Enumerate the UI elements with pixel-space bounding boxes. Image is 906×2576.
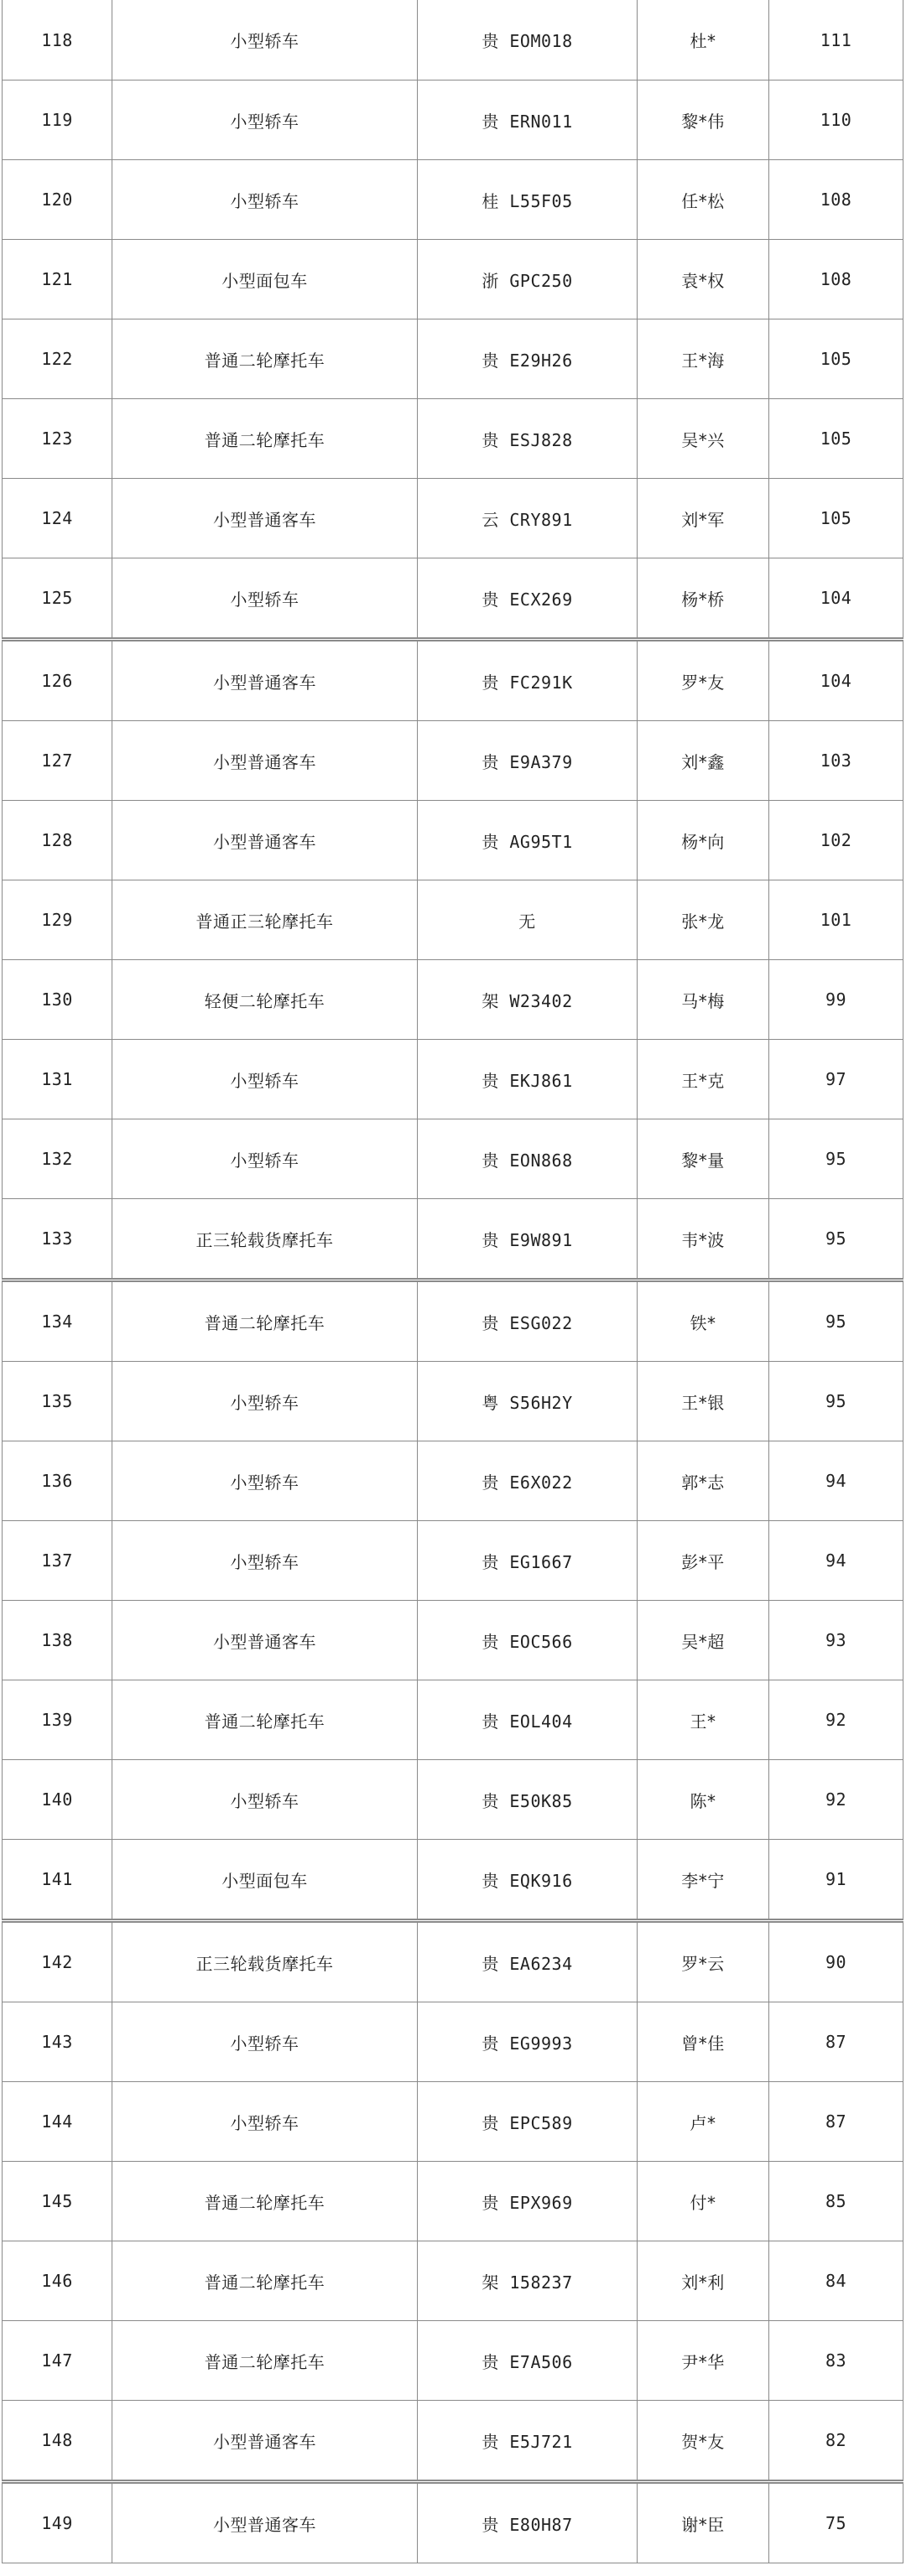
vehicle-type-cell: 小型轿车: [112, 1040, 418, 1119]
plate-number-cell: 架 158237: [418, 2241, 638, 2321]
owner-name-cell: 卢*: [638, 2082, 769, 2162]
plate-number-cell: 贵 E6X022: [418, 1441, 638, 1521]
plate-number-cell: 贵 E29H26: [418, 319, 638, 399]
score-cell: 90: [769, 1921, 903, 2002]
table-row: [3, 80, 903, 160]
table-row: [3, 399, 903, 479]
row-number-cell: 129: [3, 880, 112, 960]
plate-number-cell: 贵 EA6234: [418, 1921, 638, 2002]
score-cell: 94: [769, 1521, 903, 1601]
table-row: [3, 1921, 903, 2002]
row-number-cell: 124: [3, 479, 112, 558]
row-number-cell: 138: [3, 1601, 112, 1680]
row-number-cell: 149: [3, 2482, 112, 2563]
vehicle-type-cell: 小型普通客车: [112, 2482, 418, 2563]
row-number-cell: 132: [3, 1119, 112, 1199]
table-row: [3, 2482, 903, 2563]
row-number-cell: 147: [3, 2321, 112, 2401]
score-cell: 101: [769, 880, 903, 960]
score-cell: 95: [769, 1280, 903, 1362]
owner-name-cell: 黎*量: [638, 1119, 769, 1199]
owner-name-cell: 张*龙: [638, 880, 769, 960]
vehicle-type-cell: 小型普通客车: [112, 2401, 418, 2482]
score-cell: 87: [769, 2082, 903, 2162]
table-row: [3, 1680, 903, 1760]
owner-name-cell: 刘*利: [638, 2241, 769, 2321]
score-cell: 91: [769, 1840, 903, 1921]
owner-name-cell: 黎*伟: [638, 80, 769, 160]
plate-number-cell: 贵 E50K85: [418, 1760, 638, 1840]
table-row: [3, 1280, 903, 1362]
vehicle-type-cell: 小型轿车: [112, 1362, 418, 1441]
score-cell: 94: [769, 1441, 903, 1521]
table-row: [3, 1040, 903, 1119]
vehicle-type-cell: 小型轿车: [112, 1521, 418, 1601]
row-number-cell: 133: [3, 1199, 112, 1280]
score-cell: 104: [769, 640, 903, 721]
owner-name-cell: 尹*华: [638, 2321, 769, 2401]
score-cell: 97: [769, 1040, 903, 1119]
owner-name-cell: 任*松: [638, 160, 769, 240]
row-number-cell: 130: [3, 960, 112, 1040]
plate-number-cell: 贵 E9A379: [418, 721, 638, 801]
score-cell: 110: [769, 80, 903, 160]
table-row: [3, 2321, 903, 2401]
plate-number-cell: 架 W23402: [418, 960, 638, 1040]
vehicle-type-cell: 小型普通客车: [112, 640, 418, 721]
owner-name-cell: 王*银: [638, 1362, 769, 1441]
table-row: [3, 0, 903, 80]
vehicle-type-cell: 小型普通客车: [112, 1601, 418, 1680]
vehicle-type-cell: 小型轿车: [112, 80, 418, 160]
table-row: [3, 640, 903, 721]
table-row: [3, 2241, 903, 2321]
score-cell: 105: [769, 319, 903, 399]
row-number-cell: 134: [3, 1280, 112, 1362]
row-number-cell: 123: [3, 399, 112, 479]
score-cell: 99: [769, 960, 903, 1040]
plate-number-cell: 贵 EQK916: [418, 1840, 638, 1921]
vehicle-type-cell: 普通正三轮摩托车: [112, 880, 418, 960]
plate-number-cell: 贵 EOL404: [418, 1680, 638, 1760]
table-row: [3, 240, 903, 319]
owner-name-cell: 王*: [638, 1680, 769, 1760]
score-cell: 103: [769, 721, 903, 801]
owner-name-cell: 彭*平: [638, 1521, 769, 1601]
table-row: [3, 1441, 903, 1521]
plate-number-cell: 贵 FC291K: [418, 640, 638, 721]
plate-number-cell: 粤 S56H2Y: [418, 1362, 638, 1441]
score-cell: 93: [769, 1601, 903, 1680]
owner-name-cell: 王*海: [638, 319, 769, 399]
plate-number-cell: 贵 ESG022: [418, 1280, 638, 1362]
table-row: [3, 2401, 903, 2482]
vehicle-type-cell: 小型轿车: [112, 2002, 418, 2082]
vehicle-type-cell: 普通二轮摩托车: [112, 1680, 418, 1760]
plate-number-cell: 贵 E9W891: [418, 1199, 638, 1280]
table-row: [3, 479, 903, 558]
table-row: [3, 1840, 903, 1921]
plate-number-cell: 云 CRY891: [418, 479, 638, 558]
table-row: [3, 880, 903, 960]
owner-name-cell: 曾*佳: [638, 2002, 769, 2082]
plate-number-cell: 贵 E7A506: [418, 2321, 638, 2401]
plate-number-cell: 贵 EON868: [418, 1119, 638, 1199]
plate-number-cell: 贵 EG9993: [418, 2002, 638, 2082]
plate-number-cell: 贵 EOM018: [418, 0, 638, 80]
plate-number-cell: 贵 EOC566: [418, 1601, 638, 1680]
row-number-cell: 148: [3, 2401, 112, 2482]
vehicle-type-cell: 正三轮载货摩托车: [112, 1921, 418, 2002]
score-cell: 95: [769, 1119, 903, 1199]
plate-number-cell: 桂 L55F05: [418, 160, 638, 240]
vehicle-type-cell: 普通二轮摩托车: [112, 399, 418, 479]
vehicle-type-cell: 小型轿车: [112, 1760, 418, 1840]
row-number-cell: 126: [3, 640, 112, 721]
score-cell: 108: [769, 160, 903, 240]
row-number-cell: 141: [3, 1840, 112, 1921]
owner-name-cell: 杜*: [638, 0, 769, 80]
owner-name-cell: 刘*军: [638, 479, 769, 558]
table-row: [3, 1521, 903, 1601]
owner-name-cell: 罗*云: [638, 1921, 769, 2002]
owner-name-cell: 铁*: [638, 1280, 769, 1362]
plate-number-cell: 贵 ESJ828: [418, 399, 638, 479]
row-number-cell: 137: [3, 1521, 112, 1601]
owner-name-cell: 吴*兴: [638, 399, 769, 479]
vehicle-type-cell: 小型轿车: [112, 0, 418, 80]
score-cell: 84: [769, 2241, 903, 2321]
vehicle-type-cell: 小型面包车: [112, 240, 418, 319]
score-cell: 108: [769, 240, 903, 319]
owner-name-cell: 韦*波: [638, 1199, 769, 1280]
plate-number-cell: 贵 ECX269: [418, 558, 638, 640]
score-cell: 105: [769, 479, 903, 558]
score-cell: 95: [769, 1362, 903, 1441]
vehicle-type-cell: 小型普通客车: [112, 801, 418, 880]
table-row: [3, 1760, 903, 1840]
table-row: [3, 960, 903, 1040]
owner-name-cell: 罗*友: [638, 640, 769, 721]
plate-number-cell: 贵 E80H87: [418, 2482, 638, 2563]
row-number-cell: 136: [3, 1441, 112, 1521]
owner-name-cell: 陈*: [638, 1760, 769, 1840]
vehicle-type-cell: 轻便二轮摩托车: [112, 960, 418, 1040]
row-number-cell: 146: [3, 2241, 112, 2321]
row-number-cell: 142: [3, 1921, 112, 2002]
row-number-cell: 125: [3, 558, 112, 640]
row-number-cell: 127: [3, 721, 112, 801]
row-number-cell: 140: [3, 1760, 112, 1840]
vehicle-type-cell: 正三轮载货摩托车: [112, 1199, 418, 1280]
plate-number-cell: 贵 ERN011: [418, 80, 638, 160]
score-cell: 95: [769, 1199, 903, 1280]
vehicle-violation-table: [2, 0, 903, 2563]
vehicle-type-cell: 小型轿车: [112, 160, 418, 240]
owner-name-cell: 吴*超: [638, 1601, 769, 1680]
vehicle-type-cell: 普通二轮摩托车: [112, 2241, 418, 2321]
table-row: [3, 721, 903, 801]
plate-number-cell: 贵 EG1667: [418, 1521, 638, 1601]
plate-number-cell: 贵 EKJ861: [418, 1040, 638, 1119]
score-cell: 85: [769, 2162, 903, 2241]
score-cell: 92: [769, 1680, 903, 1760]
owner-name-cell: 郭*志: [638, 1441, 769, 1521]
vehicle-type-cell: 小型轿车: [112, 1119, 418, 1199]
row-number-cell: 139: [3, 1680, 112, 1760]
row-number-cell: 122: [3, 319, 112, 399]
score-cell: 87: [769, 2002, 903, 2082]
table-row: [3, 2002, 903, 2082]
row-number-cell: 144: [3, 2082, 112, 2162]
vehicle-type-cell: 小型轿车: [112, 2082, 418, 2162]
vehicle-type-cell: 普通二轮摩托车: [112, 319, 418, 399]
score-cell: 82: [769, 2401, 903, 2482]
row-number-cell: 135: [3, 1362, 112, 1441]
score-cell: 102: [769, 801, 903, 880]
table-row: [3, 1119, 903, 1199]
row-number-cell: 121: [3, 240, 112, 319]
score-cell: 105: [769, 399, 903, 479]
table-row: [3, 2082, 903, 2162]
row-number-cell: 131: [3, 1040, 112, 1119]
score-cell: 104: [769, 558, 903, 640]
plate-number-cell: 贵 E5J721: [418, 2401, 638, 2482]
plate-number-cell: 无: [418, 880, 638, 960]
vehicle-type-cell: 小型普通客车: [112, 721, 418, 801]
vehicle-type-cell: 小型面包车: [112, 1840, 418, 1921]
vehicle-type-cell: 普通二轮摩托车: [112, 2321, 418, 2401]
table-row: [3, 1362, 903, 1441]
score-cell: 92: [769, 1760, 903, 1840]
table-row: [3, 801, 903, 880]
table-row: [3, 160, 903, 240]
row-number-cell: 143: [3, 2002, 112, 2082]
owner-name-cell: 李*宁: [638, 1840, 769, 1921]
owner-name-cell: 谢*臣: [638, 2482, 769, 2563]
table-row: [3, 558, 903, 640]
plate-number-cell: 浙 GPC250: [418, 240, 638, 319]
vehicle-type-cell: 普通二轮摩托车: [112, 2162, 418, 2241]
owner-name-cell: 袁*权: [638, 240, 769, 319]
owner-name-cell: 杨*向: [638, 801, 769, 880]
table-row: [3, 319, 903, 399]
score-cell: 83: [769, 2321, 903, 2401]
row-number-cell: 145: [3, 2162, 112, 2241]
row-number-cell: 118: [3, 0, 112, 80]
table-row: [3, 2162, 903, 2241]
owner-name-cell: 马*梅: [638, 960, 769, 1040]
score-cell: 111: [769, 0, 903, 80]
row-number-cell: 120: [3, 160, 112, 240]
owner-name-cell: 贺*友: [638, 2401, 769, 2482]
table-body: [3, 0, 903, 2563]
plate-number-cell: 贵 EPX969: [418, 2162, 638, 2241]
plate-number-cell: 贵 AG95T1: [418, 801, 638, 880]
row-number-cell: 119: [3, 80, 112, 160]
vehicle-type-cell: 小型轿车: [112, 1441, 418, 1521]
vehicle-type-cell: 小型轿车: [112, 558, 418, 640]
owner-name-cell: 王*克: [638, 1040, 769, 1119]
table-row: [3, 1199, 903, 1280]
score-cell: 75: [769, 2482, 903, 2563]
owner-name-cell: 刘*鑫: [638, 721, 769, 801]
vehicle-type-cell: 普通二轮摩托车: [112, 1280, 418, 1362]
plate-number-cell: 贵 EPC589: [418, 2082, 638, 2162]
table-row: [3, 1601, 903, 1680]
vehicle-type-cell: 小型普通客车: [112, 479, 418, 558]
owner-name-cell: 付*: [638, 2162, 769, 2241]
owner-name-cell: 杨*桥: [638, 558, 769, 640]
row-number-cell: 128: [3, 801, 112, 880]
